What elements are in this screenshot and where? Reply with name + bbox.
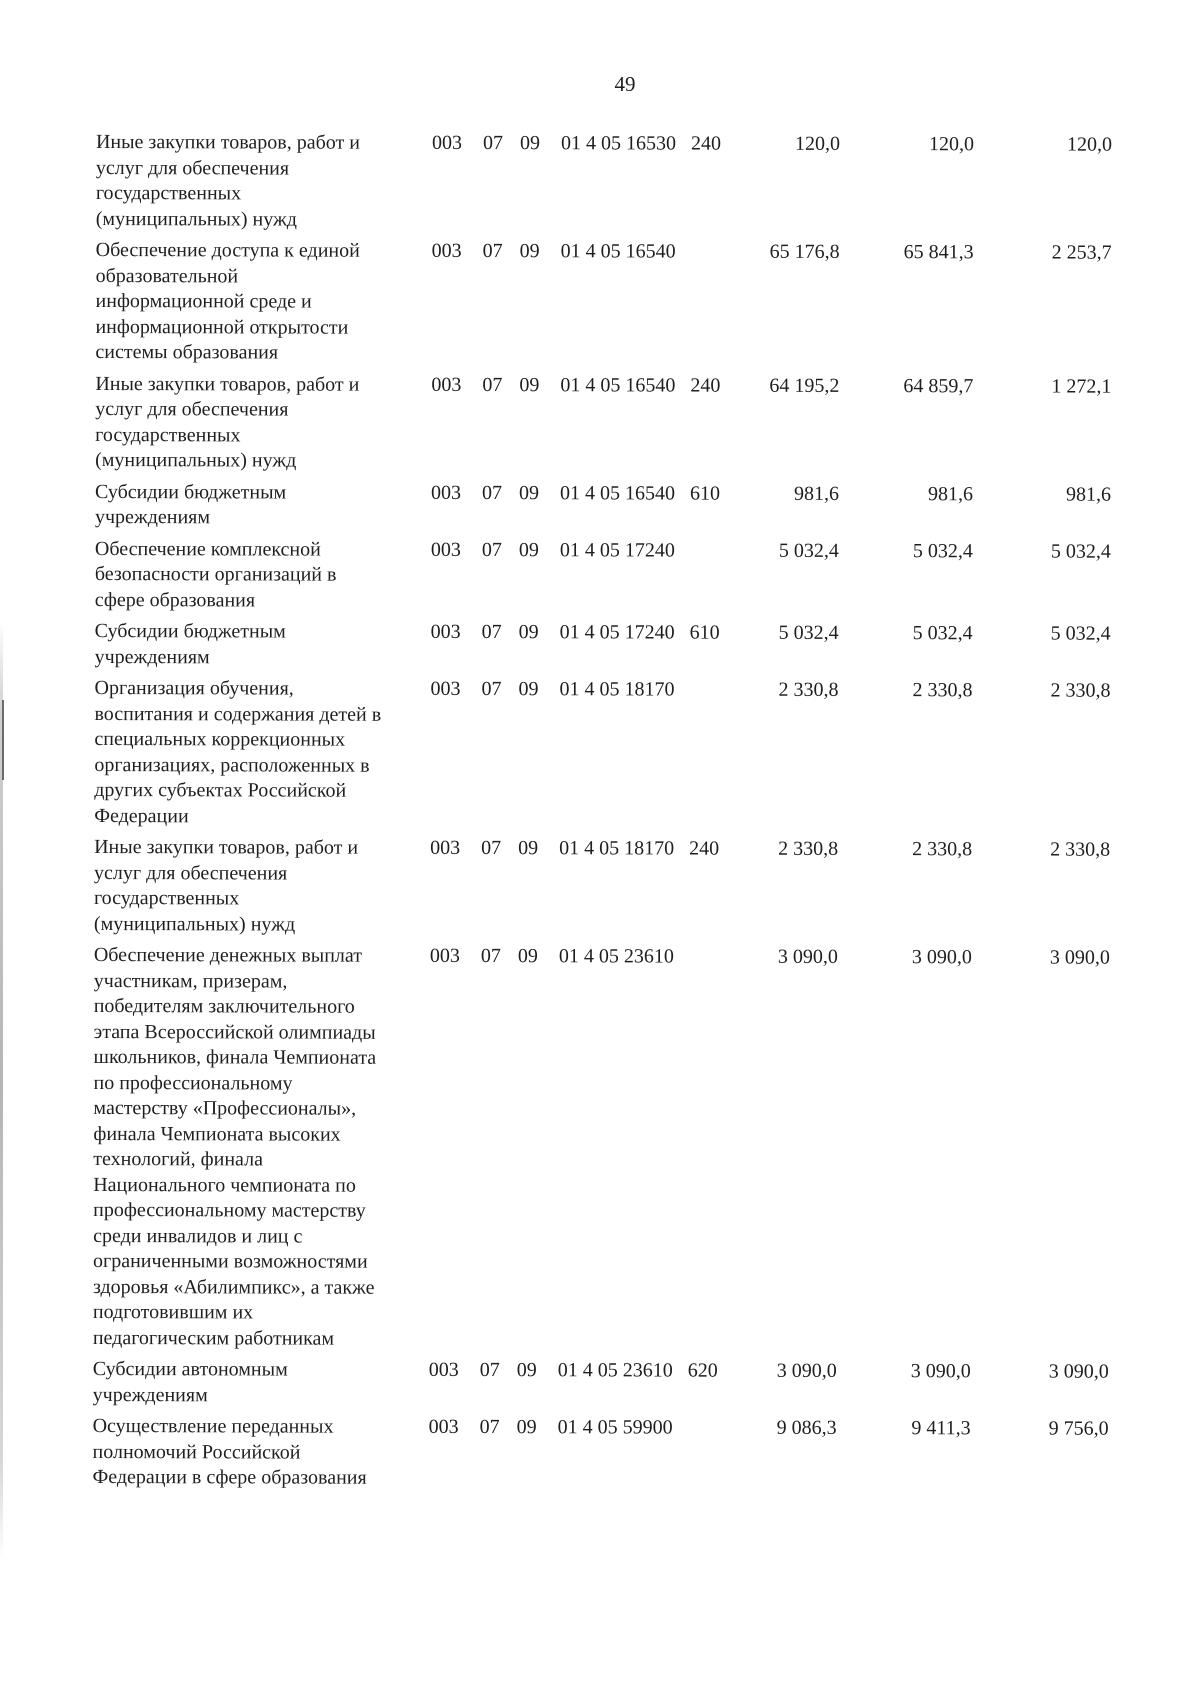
table-row <box>95 619 1175 673</box>
row-csr: 01 4 05 16540 <box>560 240 676 263</box>
row-name: Субсидии бюджетным учреждениям <box>94 619 286 668</box>
row-vr: 240 <box>690 132 721 155</box>
row-csr: 01 4 05 16530 <box>560 132 676 155</box>
row-amount-year2: 65 841,3 <box>903 241 974 264</box>
row-name: Обеспечение денежных выплат участникам, призерам, победителям заключительного этапа Всероссийской олимпиады школьников, финала Чемпионата по профессиональному мастерству «Профессионалы», финала Чемпионата высоких технологий, финала Национального чемпионата по профессиональному мастерству среди инвалидов и лиц с ограниченными возможностями здоровья «Абилимпикс», а также подготовившим их педагогическим работникам <box>92 943 377 1350</box>
row-ved: 003 <box>431 373 462 396</box>
table-row <box>92 1414 1172 1493</box>
row-amount-year1: 5 032,4 <box>778 539 839 562</box>
row-ved: 003 <box>428 1415 459 1438</box>
row-name: Обеспечение доступа к единой образовательной информационной среде и информационной открытости системы образования <box>95 238 360 364</box>
row-prz: 09 <box>516 1416 537 1439</box>
row-rz: 07 <box>481 678 502 701</box>
row-csr: 01 4 05 16540 <box>560 481 676 505</box>
row-amount-year1: 64 195,2 <box>769 374 840 397</box>
row-ved: 003 <box>430 620 461 643</box>
row-amount-year3: 2 330,8 <box>1050 838 1111 861</box>
row-prz: 09 <box>519 373 540 396</box>
row-prz: 09 <box>516 1359 537 1382</box>
row-amount-year2: 981,6 <box>928 482 974 505</box>
row-name: Иные закупки товаров, работ и услуг для обеспечения государственных (муниципальных) нужд <box>95 372 360 472</box>
row-prz: 09 <box>518 678 539 701</box>
row-amount-year1: 5 032,4 <box>778 621 839 644</box>
row-name: Организация обучения, воспитания и содержания детей в специальных коррекционных организациях, расположенных в других субъектах Российской Федерации <box>94 676 382 827</box>
row-rz: 07 <box>480 945 501 968</box>
row-amount-year3: 5 032,4 <box>1050 540 1111 563</box>
row-vr: 610 <box>690 482 721 505</box>
row-amount-year1: 65 176,8 <box>769 240 840 263</box>
row-csr: 01 4 05 17240 <box>559 538 675 562</box>
row-csr: 01 4 05 23610 <box>558 945 674 968</box>
table-row <box>95 536 1175 615</box>
row-vr: 240 <box>689 837 720 860</box>
table-row <box>95 371 1175 476</box>
row-amount-year2: 5 032,4 <box>912 539 973 562</box>
row-prz: 09 <box>519 240 540 263</box>
row-ved: 003 <box>431 239 462 262</box>
row-amount-year3: 2 253,7 <box>1051 241 1112 264</box>
row-ved: 003 <box>431 131 462 154</box>
row-amount-year2: 2 330,8 <box>912 679 973 702</box>
row-amount-year2: 120,0 <box>928 133 974 156</box>
row-amount-year2: 5 032,4 <box>912 622 973 645</box>
row-amount-year2: 64 859,7 <box>903 374 974 397</box>
row-amount-year1: 9 086,3 <box>776 1416 837 1439</box>
row-vr: 240 <box>690 374 721 397</box>
row-name: Осуществление переданных полномочий Российской Федерации в сфере образования <box>92 1414 367 1489</box>
row-name: Субсидии автономным учреждениям <box>92 1357 288 1406</box>
row-name: Иные закупки товаров, работ и услуг для обеспечения государственных (муниципальных) нужд <box>95 131 361 231</box>
table-row <box>94 835 1174 940</box>
row-amount-year2: 3 090,0 <box>910 1360 971 1383</box>
row-amount-year3: 3 090,0 <box>1048 1360 1109 1383</box>
row-amount-year1: 3 090,0 <box>777 945 838 968</box>
row-amount-year3: 9 756,0 <box>1048 1417 1109 1440</box>
row-vr: 610 <box>689 621 720 644</box>
row-rz: 07 <box>481 837 502 860</box>
row-prz: 09 <box>519 481 540 504</box>
row-amount-year3: 1 272,1 <box>1051 375 1112 398</box>
row-amount-year3: 3 090,0 <box>1049 946 1110 969</box>
row-ved: 003 <box>430 538 461 561</box>
row-amount-year1: 981,6 <box>794 482 840 505</box>
row-rz: 07 <box>482 240 503 263</box>
row-amount-year3: 120,0 <box>1066 133 1112 156</box>
row-name: Обеспечение комплексной безопасности организаций в сфере образования <box>94 537 337 611</box>
row-amount-year1: 3 090,0 <box>776 1359 837 1382</box>
row-amount-year2: 3 090,0 <box>911 946 972 969</box>
table-row <box>94 676 1174 832</box>
table-row <box>93 1357 1173 1411</box>
table-row <box>95 479 1175 533</box>
row-rz: 07 <box>482 481 503 504</box>
row-ved: 003 <box>430 836 461 859</box>
row-rz: 07 <box>481 621 502 644</box>
row-amount-year1: 2 330,8 <box>778 837 839 860</box>
row-amount-year3: 5 032,4 <box>1050 622 1111 645</box>
row-prz: 09 <box>518 837 539 860</box>
row-prz: 09 <box>517 945 538 968</box>
row-vr: 620 <box>687 1359 718 1382</box>
row-amount-year3: 2 330,8 <box>1050 679 1111 702</box>
row-ved: 003 <box>429 944 460 967</box>
row-csr: 01 4 05 59900 <box>557 1416 673 1439</box>
row-csr: 01 4 05 18170 <box>559 837 675 860</box>
row-rz: 07 <box>479 1416 500 1439</box>
scan-edge-mark <box>2 700 4 780</box>
row-name: Субсидии бюджетным учреждениям <box>94 480 287 529</box>
budget-table <box>92 130 1176 1499</box>
row-prz: 09 <box>518 621 539 644</box>
table-row <box>93 943 1174 1354</box>
row-prz: 09 <box>519 132 540 155</box>
row-csr: 01 4 05 17240 <box>559 621 675 644</box>
row-ved: 003 <box>428 1358 459 1381</box>
row-csr: 01 4 05 18170 <box>559 678 675 701</box>
row-amount-year1: 120,0 <box>794 132 840 155</box>
row-csr: 01 4 05 23610 <box>557 1359 673 1382</box>
row-amount-year1: 2 330,8 <box>778 678 839 701</box>
page-number: 49 <box>614 72 636 96</box>
table-row <box>95 238 1175 368</box>
row-ved: 003 <box>431 481 462 504</box>
table-row <box>96 130 1176 235</box>
row-csr: 01 4 05 16540 <box>560 373 676 397</box>
row-amount-year2: 2 330,8 <box>912 838 973 861</box>
row-amount-year3: 981,6 <box>1066 483 1112 506</box>
row-ved: 003 <box>430 677 461 700</box>
row-amount-year2: 9 411,3 <box>911 1417 971 1440</box>
row-rz: 07 <box>481 538 502 561</box>
row-rz: 07 <box>479 1359 500 1382</box>
row-name: Иные закупки товаров, работ и услуг для обеспечения государственных (муниципальных) нужд <box>93 835 359 936</box>
row-prz: 09 <box>518 538 539 561</box>
row-rz: 07 <box>482 373 503 396</box>
row-rz: 07 <box>482 132 503 155</box>
